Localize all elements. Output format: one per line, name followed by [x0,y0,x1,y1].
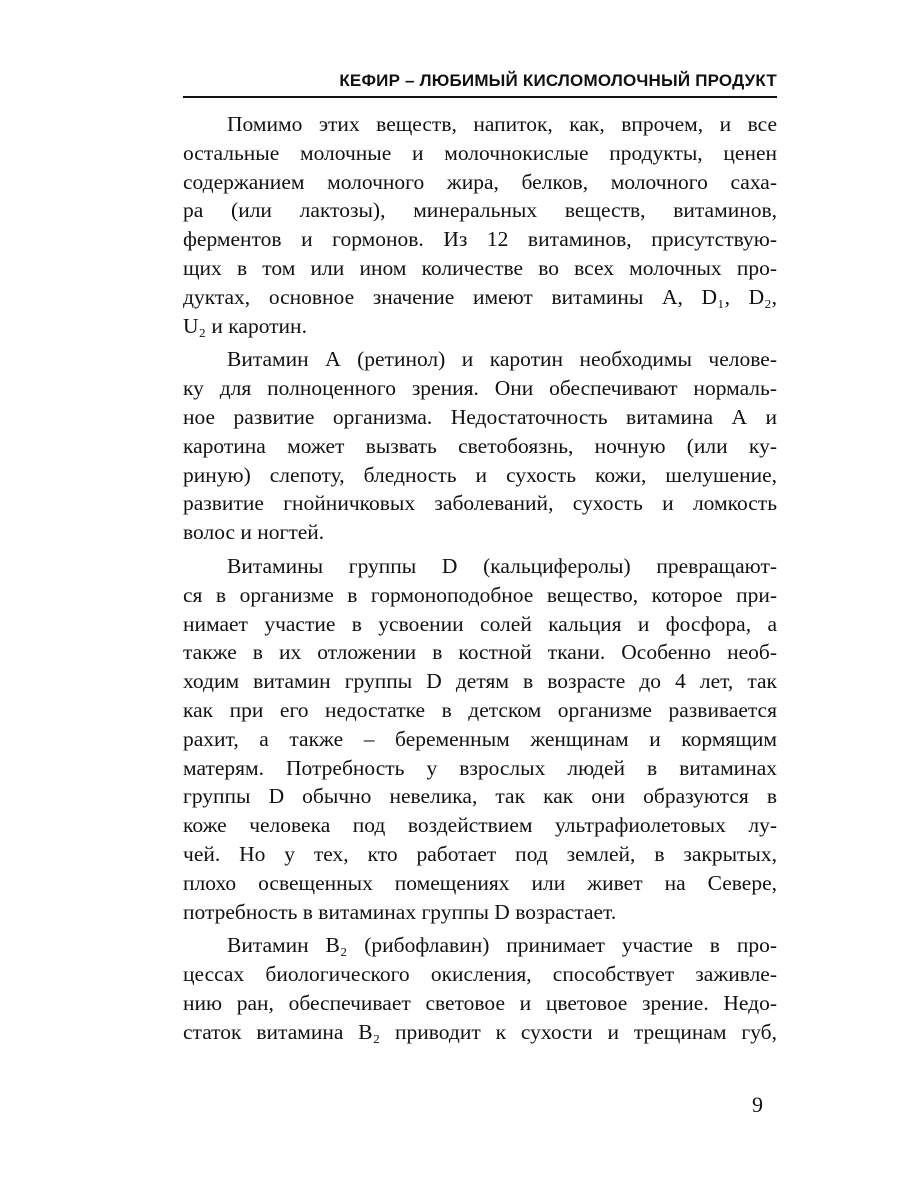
text-line: матерям. Потребность у взрослых людей в витаминах [183,755,777,780]
text-line: волос и ногтей. [183,520,325,545]
paragraph-vitamin-a [183,345,777,547]
text-line: ходим витамин группы D детям в возрасте до 4 лет, так [183,669,777,694]
text-line: риную) слепоту, бледность и сухость кожи, шелушение, [183,462,777,487]
text-line: статок витамина B₂ приводит к сухости и трещинам губ, [183,1019,777,1044]
paragraph-vitamins-overview [183,110,777,340]
text-line: ра (или лактозы), минеральных веществ, витаминов, [183,198,777,223]
text-line: Витамин B₂ (рибофлавин) принимает участие в про- [227,933,777,958]
text-line: каротина может вызвать светобоязнь, ночную (или ку- [183,433,777,458]
text-line: остальные молочные и молочнокислые продукты, ценен [183,140,777,165]
text-line: ку для полноценного зрения. Они обеспечивают нормаль- [183,376,777,401]
text-line: Витамины группы D (кальциферолы) превращают- [227,553,777,578]
text-line: чей. Но у тех, кто работает под землей, в закрытых, [183,841,777,866]
page [183,70,777,1052]
text-line: щих в том или ином количестве во всех молочных про- [183,255,777,280]
text-line: коже человека под воздействием ультрафиолетовых лу- [183,813,777,838]
text-line: дуктах, основное значение имеют витамины А, D₁, D₂, [183,284,777,309]
text-line: нимает участие в усвоении солей кальция и фосфора, а [183,611,777,636]
text-line: Помимо этих веществ, напиток, как, впрочем, и все [227,112,777,136]
text-line: U₂ и каротин. [183,313,307,338]
text-line: содержанием молочного жира, белков, молочного саха- [183,169,777,194]
text-line: развитие гнойничковых заболеваний, сухость и ломкость [183,491,777,516]
text-line: Витамин А (ретинол) и каротин необходимы челове- [227,347,777,372]
page-number: 9 [752,1092,763,1117]
text-line: ся в организме в гормоноподобное вещество, которое при- [183,582,777,607]
text-line: ферментов и гормонов. Из 12 витаминов, присутствую- [183,227,777,252]
paragraph-vitamin-b2 [183,931,777,1046]
text-line: группы D обычно невелика, так как они образуются в [183,784,777,809]
paragraph-vitamin-d [183,552,777,926]
text-line: ное развитие организма. Недостаточность витамина А и [183,404,777,429]
text-line: как при его недостатке в детском организме развивается [183,697,777,722]
running-head: КЕФИР – ЛЮБИМЫЙ КИСЛОМОЛОЧНЫЙ ПРОДУКТ [183,70,777,98]
text-line: нию ран, обеспечивает световое и цветовое зрение. Недо- [183,990,777,1015]
text-line: также в их отложении в костной ткани. Особенно необ- [183,640,777,665]
text-line: потребность в витаминах группы D возрастает. [183,899,617,924]
body-text [183,110,777,1047]
text-line: рахит, а также – беременным женщинам и кормящим [183,726,777,751]
text-line: цессах биологического окисления, способствует заживле- [183,962,777,987]
text-line: плохо освещенных помещениях или живет на Севере, [183,870,777,895]
